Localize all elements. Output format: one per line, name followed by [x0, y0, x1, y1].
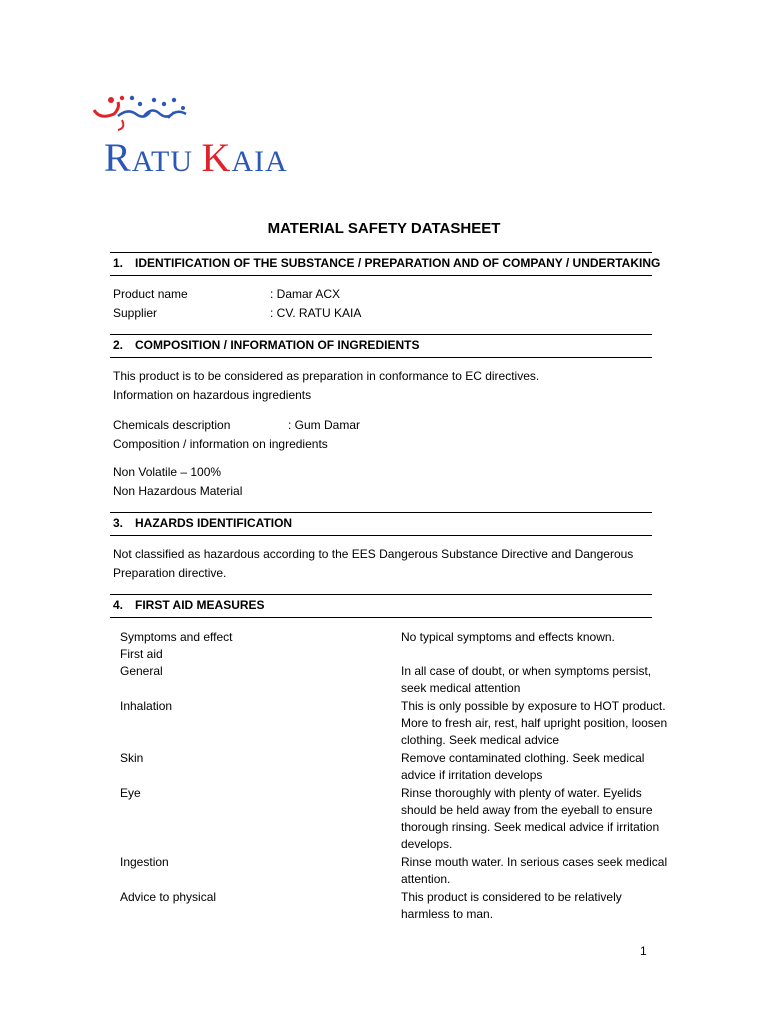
first-aid-label: Inhalation	[120, 699, 173, 713]
section-heading-3: 3. HAZARDS IDENTIFICATION	[113, 516, 293, 530]
first-aid-label: Advice to physical	[120, 890, 217, 904]
divider	[110, 512, 652, 513]
first-aid-value: Rinse thoroughly with plenty of water. Eyelids should be held away from the eyeball to ensure thorough rinsing. Seek medical advice if irritation develops.	[401, 786, 660, 851]
section-heading-4: 4. FIRST AID MEASURES	[113, 598, 265, 612]
first-aid-label: Ingestion	[120, 855, 169, 869]
divider	[110, 275, 652, 276]
first-aid-label: Eye	[120, 786, 141, 800]
chemicals-description-label: Chemicals description	[113, 418, 231, 432]
hazardous-info-text: Information on hazardous ingredients	[113, 388, 312, 402]
composition-text: This product is to be considered as preparation in conformance to EC directives.	[113, 369, 540, 383]
first-aid-label: Skin	[120, 751, 144, 765]
divider	[110, 594, 652, 595]
non-volatile-text: Non Volatile – 100%	[113, 465, 222, 479]
supplier-label: Supplier	[113, 306, 158, 320]
first-aid-value: This is only possible by exposure to HOT product. More to fresh air, rest, half upright position, loosen clothing. Seek medical advice	[401, 699, 668, 747]
hazards-text: Not classified as hazardous according to the EES Dangerous Substance Directive and Dangerous	[113, 547, 634, 561]
composition-info-text: Composition / information on ingredients	[113, 437, 328, 451]
non-hazardous-text: Non Hazardous Material	[113, 484, 243, 498]
first-aid-value: Remove contaminated clothing. Seek medical advice if irritation develops	[401, 751, 645, 782]
product-name-label: Product name	[113, 287, 188, 301]
divider	[110, 334, 652, 335]
first-aid-value: This product is considered to be relatively harmless to man.	[401, 890, 622, 921]
crown-figures-icon	[88, 88, 198, 133]
section-heading-2: 2. COMPOSITION / INFORMATION OF INGREDIENTS	[113, 338, 420, 352]
divider	[110, 252, 652, 253]
page-title: MATERIAL SAFETY DATASHEET	[267, 220, 501, 237]
product-name-value: : Damar ACX	[270, 287, 341, 301]
first-aid-label: Symptoms and effect	[120, 630, 233, 644]
section-heading-1: 1. IDENTIFICATION OF THE SUBSTANCE / PREPARATION AND OF COMPANY / UNDERTAKING	[113, 256, 661, 270]
company-logo	[88, 88, 388, 183]
hazards-text-cont: Preparation directive.	[113, 566, 227, 580]
divider	[110, 535, 652, 536]
first-aid-label: First aid	[120, 647, 163, 661]
supplier-value: : CV. RATU KAIA	[270, 306, 362, 320]
chemicals-description-value: : Gum Damar	[288, 418, 361, 432]
first-aid-value: No typical symptoms and effects known.	[401, 630, 615, 644]
divider	[110, 617, 652, 618]
first-aid-label: General	[120, 664, 163, 678]
page-number: 1	[640, 944, 647, 958]
first-aid-value: In all case of doubt, or when symptoms persist, seek medical attention	[401, 664, 652, 695]
logo-wordmark: RATU KAIA	[104, 135, 288, 180]
first-aid-value: Rinse mouth water. In serious cases seek medical attention.	[401, 855, 668, 886]
divider	[110, 357, 652, 358]
